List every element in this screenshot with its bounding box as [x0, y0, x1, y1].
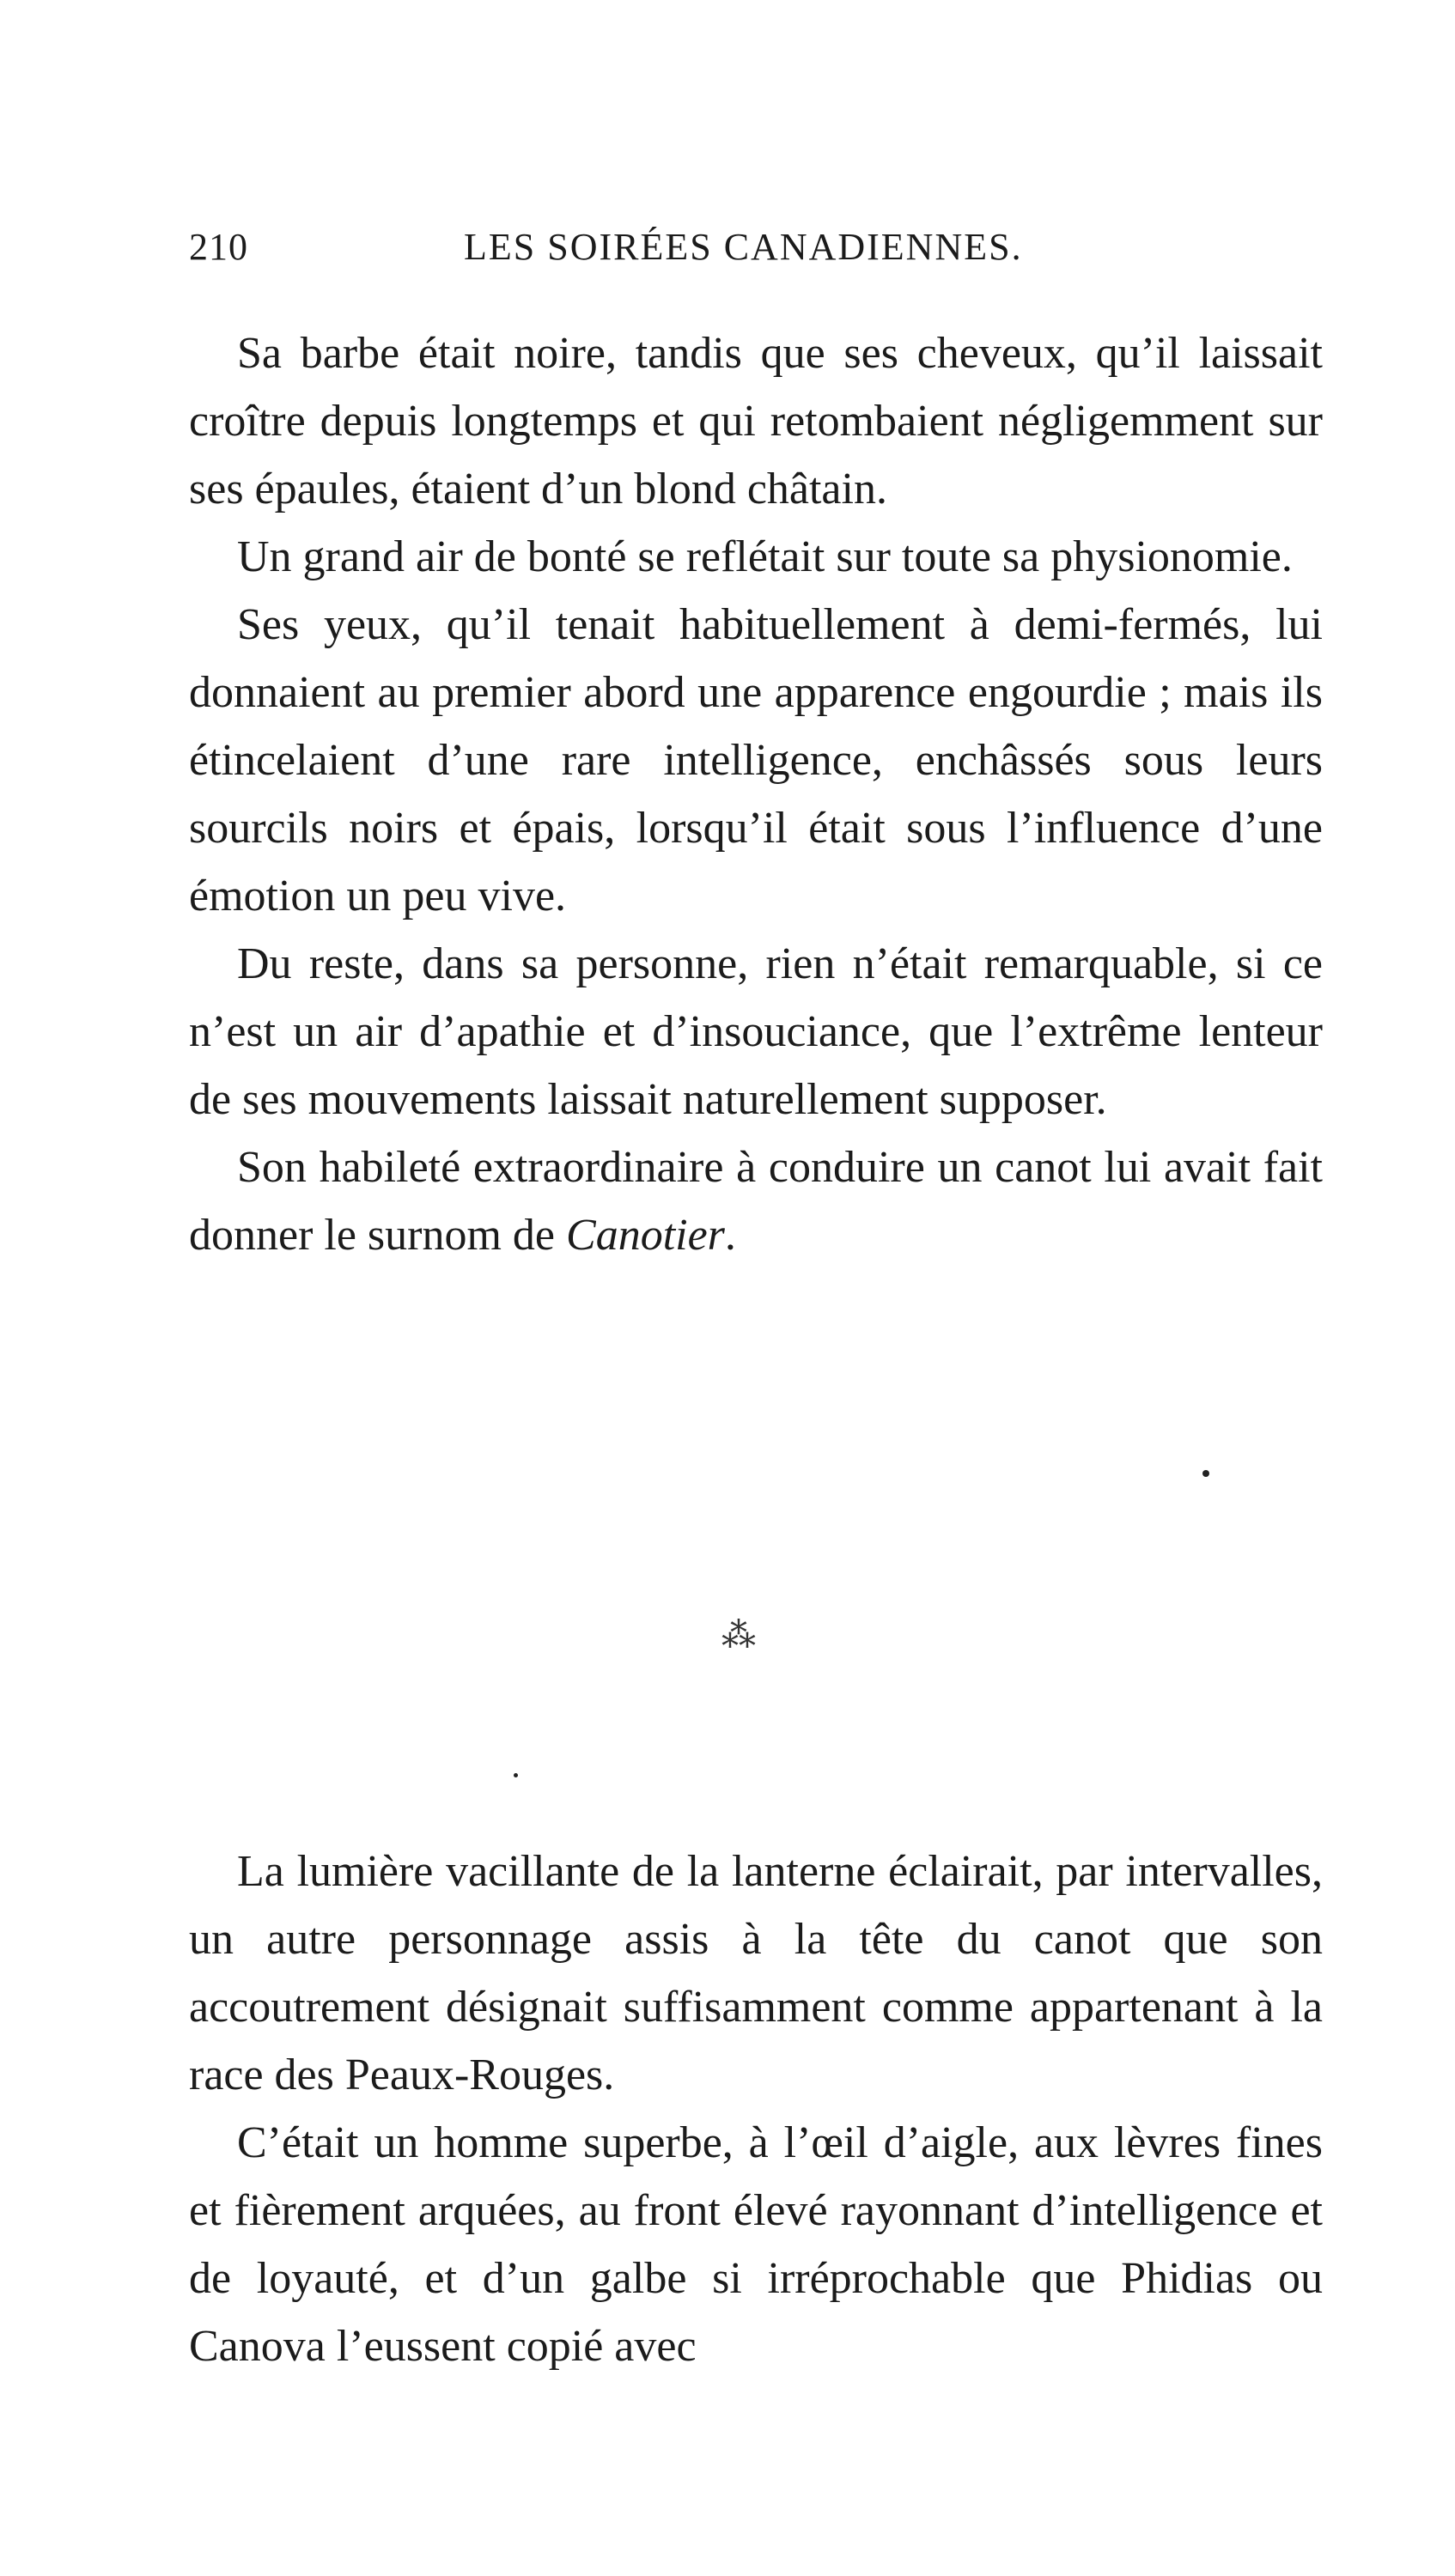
paragraph-text: Son habileté extraordinaire à conduire un canot lui avait fait donner le surnom de — [189, 1143, 1323, 1260]
running-title: LES SOIRÉES CANADIENNES. — [464, 226, 1023, 268]
text-section-2 — [189, 1838, 1323, 2380]
running-head — [189, 225, 1323, 285]
paragraph: Ses yeux, qu’il tenait habituellement à demi-fermés, lui donnaient au premier abord une apparence engourdie ; mais ils étincelaient d’une rare intelligence, enchâssés sous leurs sourcils noirs et épais, lorsqu’il était sous l’influence d’une émotion un peu vive. — [189, 600, 1323, 920]
emphasized-word: Canotier — [566, 1211, 725, 1260]
ink-speck — [514, 1773, 518, 1777]
paragraph: Un grand air de bonté se reflétait sur toute sa physionomie. — [237, 532, 1293, 581]
section-separator-asterism: ⁂ — [721, 1616, 756, 1655]
paragraph-end: . — [724, 1211, 736, 1260]
paragraph — [189, 1133, 1323, 1269]
paragraph: Sa barbe était noire, tandis que ses cheveux, qu’il laissait croître depuis longtemps et qui retombaient négligemment sur ses épaules, étaient d’un blond châtain. — [189, 329, 1323, 513]
paragraph: La lumière vacillante de la lanterne éclairait, par intervalles, un autre personnage assis à la tête du canot que son accoutrement désignait suffisamment comme appartenant à la race des Peaux-Rouges. — [189, 1847, 1323, 2099]
paragraph: Du reste, dans sa personne, rien n’était remarquable, si ce n’est un air d’apathie et d’insouciance, que l’extrême lenteur de ses mouvements laissait naturellement supposer. — [189, 939, 1323, 1124]
paragraph: C’était un homme superbe, à l’œil d’aigle, aux lèvres fines et fièrement arquées, au front élevé rayonnant d’intelligence et de loyauté, et d’un galbe si irréprochable que Phidias ou Canova l’eussent copié avec — [189, 2118, 1323, 2371]
ink-speck — [1202, 1470, 1209, 1477]
page-number: 210 — [189, 226, 248, 268]
text-section-1 — [189, 319, 1323, 1269]
